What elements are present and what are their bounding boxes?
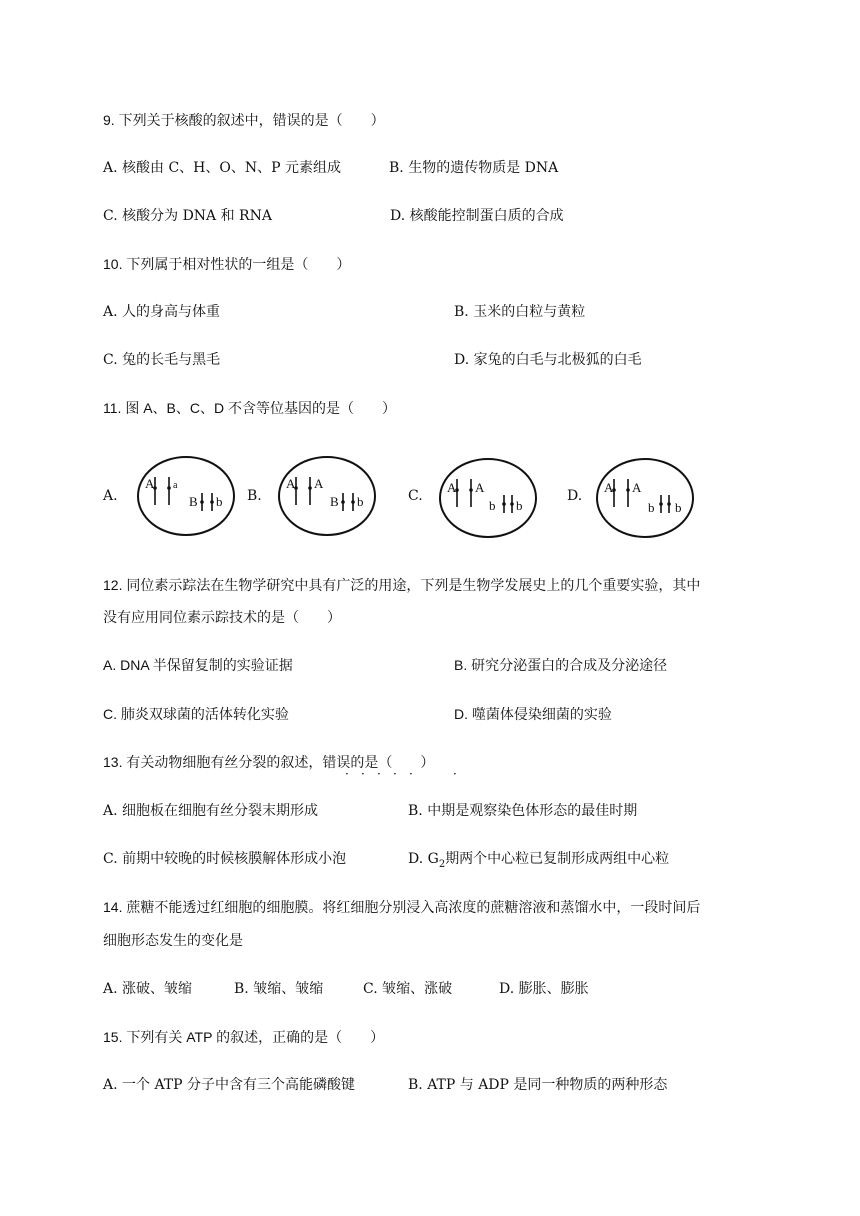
q9-option-c: C. 核酸分为 DNA 和 RNA	[103, 208, 272, 224]
emphasis-dot: ·	[393, 767, 397, 781]
cell-diagram-d	[595, 457, 695, 539]
q12-option-a: A. DNA 半保留复制的实验证据	[103, 657, 293, 673]
q14-stem-line1: 14. 蔗糖不能透过红细胞的细胞膜。将红细胞分别浸入高浓度的蔗糖溶液和蒸馏水中，一段时间后	[103, 899, 701, 915]
emphasis-dot: ·	[409, 767, 413, 781]
allele-label: A	[604, 480, 614, 495]
q13-stem: 13. 有关动物细胞有丝分裂的叙述，错误的是（ ）	[103, 754, 435, 770]
figure-c-cell	[438, 457, 538, 543]
allele-label: b	[216, 494, 223, 509]
allele-label: b	[516, 498, 523, 513]
q14-stem-line2: 细胞形态发生的变化是	[103, 932, 243, 948]
q12-option-d: D. 噬菌体侵染细菌的实验	[454, 706, 612, 722]
q15-stem: 15. 下列有关 ATP 的叙述，正确的是（ ）	[103, 1029, 385, 1045]
q14-option-b: B. 皱缩、皱缩	[234, 981, 324, 997]
q10-stem: 10. 下列属于相对性状的一组是（ ）	[103, 256, 351, 272]
q12-option-b: B. 研究分泌蛋白的合成及分泌途径	[454, 657, 668, 673]
figure-b-label: B.	[247, 488, 262, 504]
allele-label: B	[189, 494, 198, 509]
figure-a-cell	[136, 455, 236, 541]
cell-diagram-c	[438, 457, 538, 539]
q9-option-d: D. 核酸能控制蛋白质的合成	[390, 208, 564, 224]
allele-label: b	[648, 500, 655, 515]
q15-option-b: B. ATP 与 ADP 是同一种物质的两种形态	[408, 1077, 668, 1093]
q10-option-c: C. 兔的长毛与黑毛	[103, 352, 221, 368]
q14-option-d: D. 膨胀、膨胀	[499, 981, 589, 997]
q15-option-a: A. 一个 ATP 分子中含有三个高能磷酸键	[103, 1077, 356, 1093]
q12-option-c: C. 肺炎双球菌的活体转化实验	[103, 706, 289, 722]
allele-label: b	[675, 500, 682, 515]
figure-d-label: D.	[567, 488, 583, 504]
allele-label: A	[632, 480, 642, 495]
q13-option-a: A. 细胞板在细胞有丝分裂末期形成	[103, 803, 319, 819]
allele-label: a	[173, 480, 178, 491]
allele-label: B	[330, 494, 339, 509]
allele-label: A	[145, 476, 155, 491]
emphasis-dot: ·	[361, 767, 365, 781]
q10-option-b: B. 玉米的白粒与黄粒	[454, 304, 586, 320]
emphasis-dot: ·	[345, 767, 349, 781]
q13-option-d-text: 期两个中心粒已复制形成两组中心粒	[445, 851, 670, 867]
q9-option-a: A. 核酸由 C、H、O、N、P 元素组成	[103, 160, 341, 176]
q11-stem: 11. 图 A、B、C、D 不含等位基因的是（ ）	[103, 400, 396, 416]
q12-stem-line1: 12. 同位素示踪法在生物学研究中具有广泛的用途，下列是生物学发展史上的几个重要实验，其中	[103, 577, 701, 593]
q12-stem-line2: 没有应用同位素示踪技术的是（ ）	[103, 609, 341, 625]
q10-option-a: A. 人的身高与体重	[103, 304, 221, 320]
subscript: 2	[438, 858, 446, 870]
allele-label: b	[489, 498, 496, 513]
figure-a-label: A.	[103, 488, 118, 504]
q10-option-d: D. 家兔的白毛与北极狐的白毛	[454, 352, 642, 368]
allele-label: A	[475, 480, 485, 495]
figure-c-label: C.	[408, 488, 423, 504]
emphasis-dot: ·	[453, 767, 457, 781]
figure-d-cell	[595, 457, 695, 543]
allele-label: A	[447, 480, 457, 495]
q14-option-c: C. 皱缩、涨破	[363, 981, 453, 997]
allele-label: b	[357, 494, 364, 509]
q14-option-a: A. 涨破、皱缩	[103, 981, 193, 997]
allele-label: A	[286, 476, 296, 491]
q9-stem: 9. 下列关于核酸的叙述中，错误的是（ ）	[103, 112, 385, 128]
figure-b-cell	[277, 455, 377, 541]
q13-option-d-prefix: D. G	[408, 851, 439, 867]
q13-option-d	[408, 849, 669, 875]
allele-label: A	[314, 476, 324, 491]
q13-option-b: B. 中期是观察染色体形态的最佳时期	[408, 803, 638, 819]
emphasis-dot: ·	[377, 767, 381, 781]
q13-option-c: C. 前期中较晚的时候核膜解体形成小泡	[103, 851, 347, 867]
q9-option-b: B. 生物的遗传物质是 DNA	[389, 160, 559, 176]
